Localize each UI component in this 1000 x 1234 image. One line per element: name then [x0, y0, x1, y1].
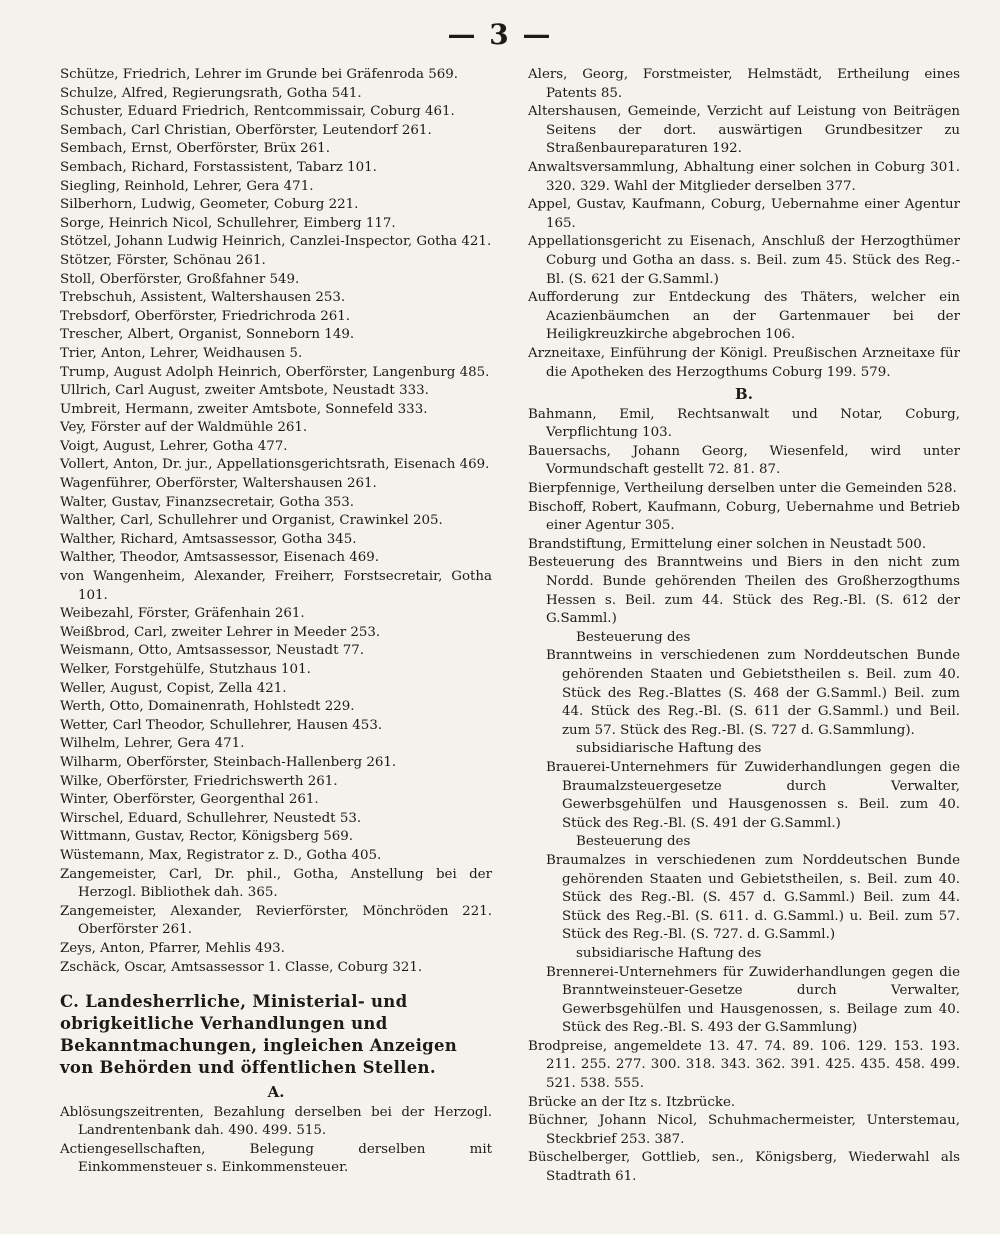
index-entry: Ablösungszeitrenten, Bezahlung derselben bei der Herzogl. Landrentenbank dah. 490. 499. 515.	[60, 1104, 492, 1139]
index-entry: Besteuerung des	[576, 629, 691, 645]
index-entry: Bierpfennige, Vertheilung derselben unter die Gemeinden 528.	[528, 481, 957, 497]
index-entry: Wetter, Carl Theodor, Schullehrer, Hausen 453.	[60, 717, 383, 733]
index-entry: Zeys, Anton, Pfarrer, Mehlis 493.	[60, 940, 285, 956]
index-entry: Schuster, Eduard Friedrich, Rentcommissair, Coburg 461.	[60, 104, 455, 120]
index-entry: Sembach, Richard, Forstassistent, Tabarz 101.	[60, 159, 377, 175]
section-letter-a: A.	[267, 1083, 285, 1102]
index-entry: Bauersachs, Johann Georg, Wiesenfeld, wird unter Vormundschaft gestellt 72. 81. 87.	[528, 443, 960, 478]
left-column	[60, 66, 492, 1178]
index-entry: Silberhorn, Ludwig, Geometer, Coburg 221.	[60, 197, 359, 213]
index-entry: Stötzel, Johann Ludwig Heinrich, Canzlei-Inspector, Gotha 421.	[60, 234, 492, 250]
index-entry: Werth, Otto, Domainenrath, Hohlstedt 229.	[60, 699, 355, 715]
index-entry: Sorge, Heinrich Nicol, Schullehrer, Eimberg 117.	[60, 215, 396, 231]
index-entry: Aufforderung zur Entdeckung des Thäters, welcher ein Acazienbäumchen an der Gartenmauer bei der Heiligkreuzkirche abgebrochen 106.	[528, 290, 960, 343]
index-entry: Weißbrod, Carl, zweiter Lehrer in Meeder 253.	[60, 624, 381, 640]
right-column	[528, 66, 960, 1187]
index-entry: Trescher, Albert, Organist, Sonneborn 149.	[60, 327, 355, 343]
index-entry: Stoll, Oberförster, Großfahner 549.	[60, 271, 300, 287]
right-entries-b	[528, 406, 960, 1187]
index-entry: Zschäck, Oscar, Amtsassessor 1. Classe, Coburg 321.	[60, 959, 423, 975]
index-entry: Arzneitaxe, Einführung der Königl. Preußischen Arzneitaxe für die Apotheken des Herzogthums Coburg 199. 579.	[528, 345, 960, 380]
index-entry: Walther, Theodor, Amtsassessor, Eisenach 469.	[60, 550, 380, 566]
index-entry: Anwaltsversammlung, Abhaltung einer solchen in Coburg 301. 320. 329. Wahl der Mitglieder derselben 377.	[528, 159, 960, 194]
right-entries-a	[528, 66, 960, 382]
index-entry: Walther, Carl, Schullehrer und Organist, Crawinkel 205.	[60, 513, 443, 529]
index-entry: Walther, Richard, Amtsassessor, Gotha 345.	[60, 531, 357, 547]
page-number: — 3 —	[447, 18, 553, 51]
index-entry: Brücke an der Itz s. Itzbrücke.	[528, 1094, 736, 1110]
index-entry: Winter, Oberförster, Georgenthal 261.	[60, 792, 319, 808]
index-entry: Trier, Anton, Lehrer, Weidhausen 5.	[60, 345, 303, 361]
index-entry: subsidiarische Haftung des	[576, 945, 762, 961]
index-entry: Ullrich, Carl August, zweiter Amtsbote, Neustadt 333.	[60, 383, 429, 399]
index-entry: Wilke, Oberförster, Friedrichswerth 261.	[60, 773, 338, 789]
index-entry: Wirschel, Eduard, Schullehrer, Neustedt 53.	[60, 810, 362, 826]
index-entry: Weibezahl, Förster, Gräfenhain 261.	[60, 606, 305, 622]
index-entry: Altershausen, Gemeinde, Verzicht auf Leistung von Beiträgen Seitens der dort. auswärtigen Grundbesitzer zu Straßenbaureparaturen 192.	[528, 104, 960, 157]
index-entry: Schulze, Alfred, Regierungsrath, Gotha 541.	[60, 85, 362, 101]
section-entries	[60, 1104, 492, 1178]
index-entry: Trebschuh, Assistent, Waltershausen 253.	[60, 290, 346, 306]
index-entry: Trebsdorf, Oberförster, Friedrichroda 261.	[60, 308, 351, 324]
index-entry: Wüstemann, Max, Registrator z. D., Gotha 405.	[60, 847, 382, 863]
letter-b-heading: B.	[735, 385, 753, 404]
index-entry: Alers, Georg, Forstmeister, Helmstädt, Ertheilung eines Patents 85.	[528, 67, 960, 101]
index-entry: Bahmann, Emil, Rechtsanwalt und Notar, Coburg, Verpflichtung 103.	[528, 406, 960, 441]
index-entry: Wilhelm, Lehrer, Gera 471.	[60, 736, 245, 752]
index-entry: Weller, August, Copist, Zella 421.	[60, 680, 287, 696]
index-entry: Branntweins in verschiedenen zum Norddeutschen Bunde gehörenden Staaten und Gebietstheilen s. Beil. zum 40. Stück des Reg.-Blattes (S. 468 der G.Samml.) Beil. zum 44. Stück des Reg.-Bl. (S. 611 der G.Samml.) und Beil. zum 57. Stück des Reg.-Bl. (S. 727 d. G.Sammlung).	[546, 648, 960, 738]
index-entry: Appellationsgericht zu Eisenach, Anschluß der Herzogthümer Coburg und Gotha an dass. s. Beil. zum 45. Stück des Reg.-Bl. (S. 621 der G.Samml.)	[528, 234, 960, 287]
index-entry: Besteuerung des	[576, 834, 691, 850]
index-entry: Walter, Gustav, Finanzsecretair, Gotha 353.	[60, 494, 355, 510]
index-entry: Brennerei-Unternehmers für Zuwiderhandlungen gegen die Branntweinsteuer-Gesetze durch Verwalter, Gewerbsgehülfen und Hausgenossen, s. Beilage zum 40. Stück des Reg.-Bl. S. 493 der G.Sammlung)	[546, 964, 960, 1036]
index-entry: Besteuerung des Branntweins und Biers in den nicht zum Nordd. Bunde gehörenden Theilen des Großherzogthums Hessen s. Beil. zum 44. Stück des Reg.-Bl. (S. 612 der G.Samml.)	[528, 555, 960, 627]
index-entry: Welker, Forstgehülfe, Stutzhaus 101.	[60, 662, 311, 677]
index-entry: Zangemeister, Alexander, Revierförster, Mönchröden 221. Oberförster 261.	[60, 903, 492, 938]
index-entry: Büschelberger, Gottlieb, sen., Königsberg, Wiederwahl als Stadtrath 61.	[528, 1150, 960, 1185]
index-entry: Zangemeister, Carl, Dr. phil., Gotha, Anstellung bei der Herzogl. Bibliothek dah. 365.	[60, 866, 492, 901]
index-entry: Braumalzes in verschiedenen zum Norddeutschen Bunde gehörenden Staaten und Gebietstheilen, s. Beil. zum 40. Stück des Reg.-Bl. (S. 457 d. G.Samml.) Beil. zum 44. Stück des Reg.-Bl. (S. 611. d. G.Samml.) u. Beil. zum 57. Stück des Reg.-Bl. (S. 727. d. G.Samml.)	[546, 852, 960, 943]
left-entries	[60, 66, 492, 977]
index-entry: Actiengesellschaften, Belegung derselben mit Einkommensteuer s. Einkommensteuer.	[60, 1141, 492, 1176]
index-entry: Appel, Gustav, Kaufmann, Coburg, Uebernahme einer Agentur 165.	[528, 197, 960, 231]
index-entry: Trump, August Adolph Heinrich, Oberförster, Langenburg 485.	[60, 364, 490, 380]
index-entry: Schütze, Friedrich, Lehrer im Grunde bei Gräfenroda 569.	[60, 67, 459, 82]
index-entry: Wagenführer, Oberförster, Waltershausen 261.	[60, 476, 377, 492]
index-entry: Umbreit, Hermann, zweiter Amtsbote, Sonnefeld 333.	[60, 401, 428, 417]
index-entry: Wilharm, Oberförster, Steinbach-Hallenberg 261.	[60, 754, 397, 770]
index-entry: Brandstiftung, Ermittelung einer solchen in Neustadt 500.	[528, 536, 927, 552]
index-entry: Brauerei-Unternehmers für Zuwiderhandlungen gegen die Braumalzsteuergesetze durch Verwalter, Gewerbsgehülfen und Hausgenossen s. Beil. zum 40. Stück des Reg.-Bl. (S. 491 der G.Samml.)	[546, 759, 960, 831]
index-entry: Weismann, Otto, Amtsassessor, Neustadt 77.	[60, 643, 365, 659]
index-entry: Vollert, Anton, Dr. jur., Appellationsgerichtsrath, Eisenach 469.	[60, 457, 490, 473]
index-entry: Stötzer, Förster, Schönau 261.	[60, 252, 266, 268]
index-entry: von Wangenheim, Alexander, Freiherr, Forstsecretair, Gotha 101.	[60, 569, 492, 603]
index-entry: Sembach, Carl Christian, Oberförster, Leutendorf 261.	[60, 122, 432, 138]
index-entry: Bischoff, Robert, Kaufmann, Coburg, Uebernahme und Betrieb einer Agentur 305.	[528, 499, 960, 534]
index-entry: Vey, Förster auf der Waldmühle 261.	[60, 420, 308, 436]
index-entry: Brodpreise, angemeldete 13. 47. 74. 89. 106. 129. 153. 193. 211. 255. 277. 300. 318. 343. 362. 391. 425. 435. 458. 499. 521. 538. 555.	[528, 1038, 960, 1092]
index-entry: subsidiarische Haftung des	[576, 741, 762, 757]
index-entry: Voigt, August, Lehrer, Gotha 477.	[60, 438, 288, 454]
index-entry: Siegling, Reinhold, Lehrer, Gera 471.	[60, 178, 314, 194]
index-entry: Sembach, Ernst, Oberförster, Brüx 261.	[60, 141, 330, 157]
index-entry: Büchner, Johann Nicol, Schuhmachermeister, Unterstemau, Steckbrief 253. 387.	[528, 1113, 960, 1147]
index-entry: Wittmann, Gustav, Rector, Königsberg 569.	[60, 829, 354, 845]
section-heading: C. Landesherrliche, Ministerial- und obrigkeitliche Verhandlungen und Bekanntmachungen, ingleichen Anzeigen von Behörden und öffentlichen Stellen.	[60, 992, 458, 1078]
